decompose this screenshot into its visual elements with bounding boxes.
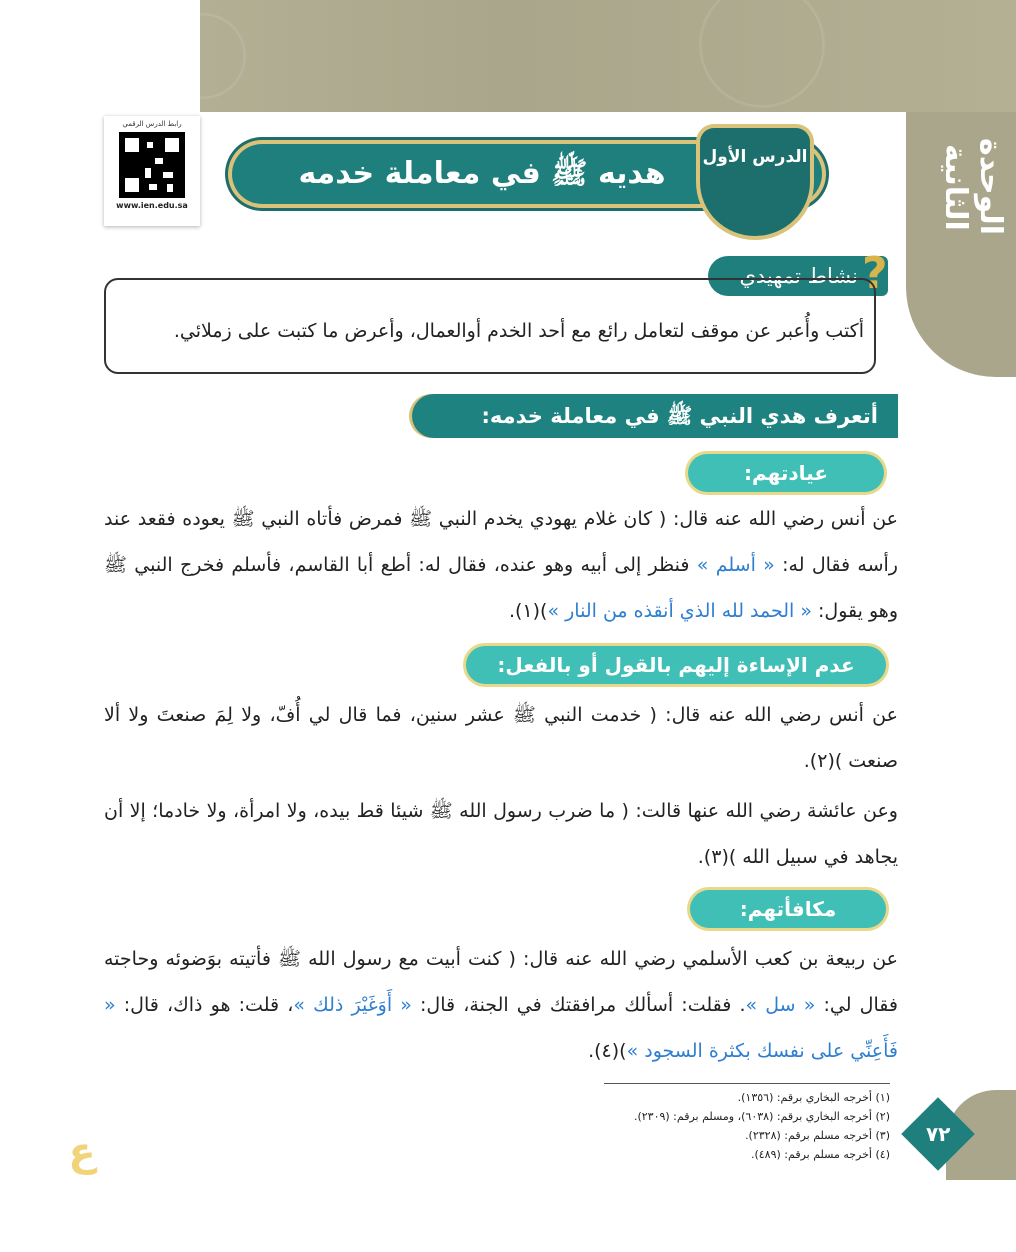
footnote: (٣) أخرجه مسلم برقم: (٢٣٢٨). (745, 1129, 890, 1142)
paragraph: وعن عائشة رضي الله عنها قالت: ( ما ضرب رسول الله ﷺ شيئا قط بيده، ولا امرأة، ولا خادما؛ إلا أن يجاهد في سبيل الله )(٣). (104, 800, 898, 868)
section-title: أتعرف هدي النبي ﷺ في معاملة خدمه: (481, 404, 878, 428)
lesson-badge: الدرس الأول (700, 128, 810, 236)
paragraph: عن ربيعة بن كعب الأسلمي رضي الله عنه قال: ( كنت أبيت مع رسول الله ﷺ فأتيته بوَضوئه وحاجته فقال لي: « سل ». فقلت: أسألك مرافقتك في الجنة، قال: « أَوَغَيْرَ ذلك »، قلت: هو ذاك، قال: « فَأَعِنِّي على نفسك بكثرة السجود »)(٤). (104, 948, 898, 1062)
footnote-divider (604, 1083, 890, 1084)
footnote: (١) أخرجه البخاري برقم: (١٣٥٦). (737, 1091, 890, 1104)
paragraph: عن أنس رضي الله عنه قال: ( خدمت النبي ﷺ عشر سنين، فما قال لي أُفّ، ولا لِمَ صنعتَ ولا ألا صنعت )(٢). (104, 704, 898, 772)
activity-tab: نشاط تمهيدي (708, 256, 888, 296)
subsection-heading: عدم الإساءة إليهم بالقول أو بالفعل: (466, 646, 886, 684)
qr-code-icon[interactable] (119, 132, 185, 198)
question-mark-icon: ? (862, 248, 888, 299)
footnote: (٢) أخرجه البخاري برقم: (٦٠٣٨)، ومسلم برقم: (٢٣٠٩). (633, 1110, 890, 1123)
activity-text: أكتب وأُعبر عن موقف لتعامل رائع مع أحد الخدم أوالعمال، وأعرض ما كتبت على زملائي. (173, 320, 864, 342)
header-white-corner (0, 0, 200, 112)
lesson-title: هديه ﷺ في معاملة خدمه (298, 156, 666, 191)
subsection-heading: عيادتهم: (688, 454, 884, 492)
subsection-heading: مكافأتهم: (690, 890, 886, 928)
qr-code-card[interactable] (104, 116, 200, 226)
logo-icon: ع (68, 1129, 96, 1175)
footnotes (540, 1088, 890, 1164)
unit-title: الوحدة الثانية (938, 138, 1008, 236)
page-number: ٧٢ (901, 1097, 975, 1171)
qr-label: رابط الدرس الرقمي (122, 120, 182, 128)
qr-url[interactable]: www.ien.edu.sa (116, 201, 188, 210)
footnote: (٤) أخرجه مسلم برقم: (٤٨٩). (750, 1148, 890, 1161)
paragraph: عن أنس رضي الله عنه قال: ( كان غلام يهودي يخدم النبي ﷺ فمرض فأتاه النبي ﷺ يعوده فقعد عند رأسه فقال له: « أسلم » فنظر إلى أبيه وهو عنده، فقال له: أطع أبا القاسم، فأسلم فخرج النبي ﷺ وهو يقول: « الحمد لله الذي أنقذه من النار »)(١). (104, 508, 898, 622)
